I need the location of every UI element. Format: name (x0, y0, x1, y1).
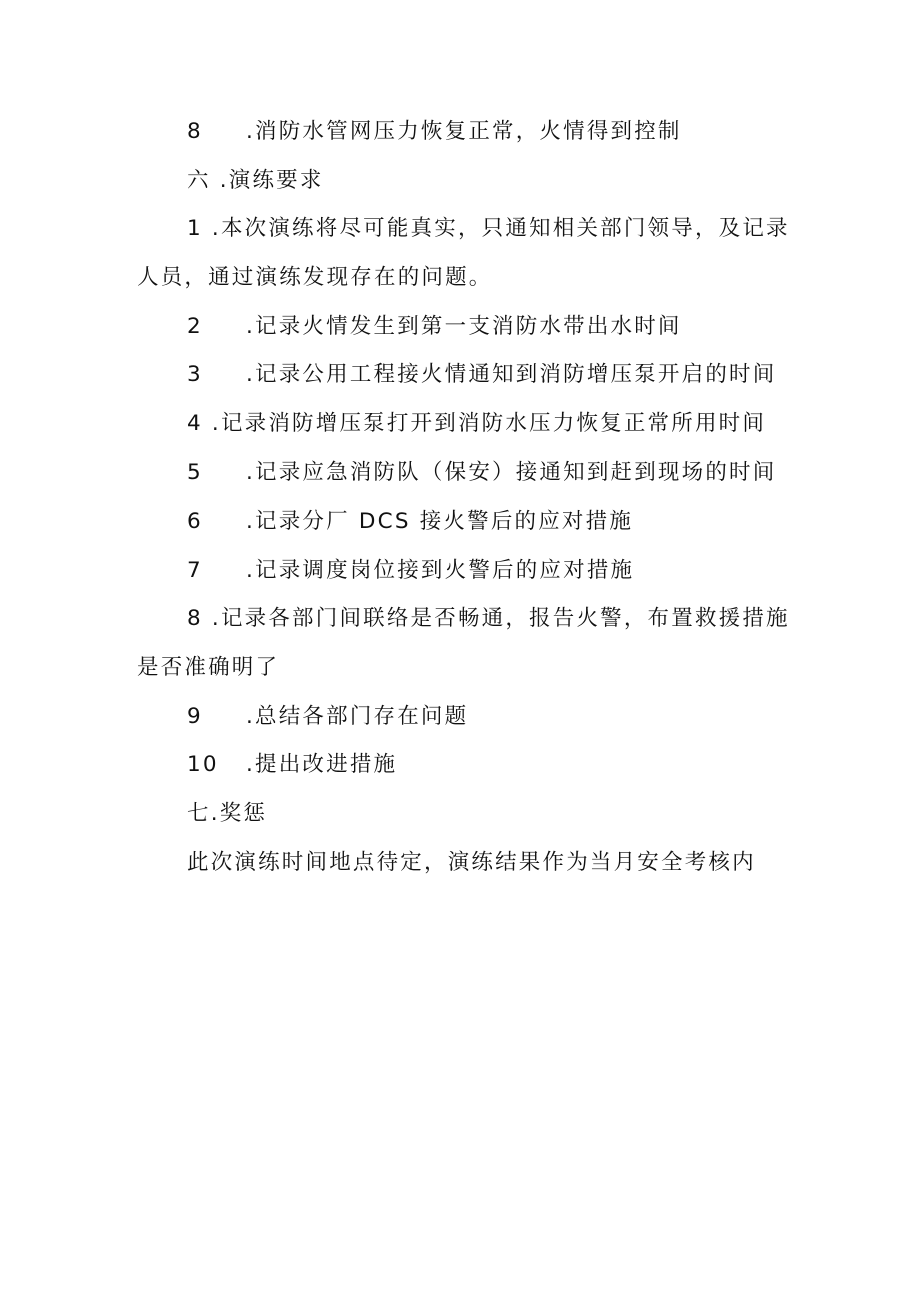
item-number: 9 (187, 704, 203, 729)
item-text: .消防水管网压力恢复正常，火情得到控制 (246, 119, 682, 144)
item-text-continued: 是否准确明了 (137, 655, 280, 680)
item-number: 5 (187, 460, 203, 485)
item-number: 2 (187, 314, 203, 339)
item-text: .提出改进措施 (246, 752, 398, 777)
section-heading: 六 .演练要求 (187, 168, 324, 193)
item-number: 6 (187, 509, 203, 534)
item-text: .记录公用工程接火情通知到消防增压泵开启的时间 (246, 362, 777, 387)
item-text: 1 .本次演练将尽可能真实，只通知相关部门领导，及记录 (187, 216, 790, 241)
item-text: .总结各部门存在问题 (246, 704, 469, 729)
item-text-continued: 人员，通过演练发现存在的问题。 (137, 265, 493, 290)
item-number: 3 (187, 362, 203, 387)
item-text: .记录火情发生到第一支消防水带出水时间 (246, 314, 682, 339)
section-heading: 七.奖惩 (187, 801, 268, 826)
item-number: 7 (187, 558, 203, 583)
item-text: 4 .记录消防增压泵打开到消防水压力恢复正常所用时间 (187, 411, 767, 436)
item-text: .记录分厂 DCS 接火警后的应对措施 (246, 509, 634, 534)
item-text: 8 .记录各部门间联络是否畅通，报告火警，布置救援措施 (187, 606, 790, 631)
item-text: .记录应急消防队（保安）接通知到赶到现场的时间 (246, 460, 777, 485)
item-text: .记录调度岗位接到火警后的应对措施 (246, 558, 635, 583)
paragraph-text: 此次演练时间地点待定，演练结果作为当月安全考核内 (187, 850, 756, 875)
item-number: 10 (187, 752, 219, 777)
item-number: 8 (187, 119, 203, 144)
